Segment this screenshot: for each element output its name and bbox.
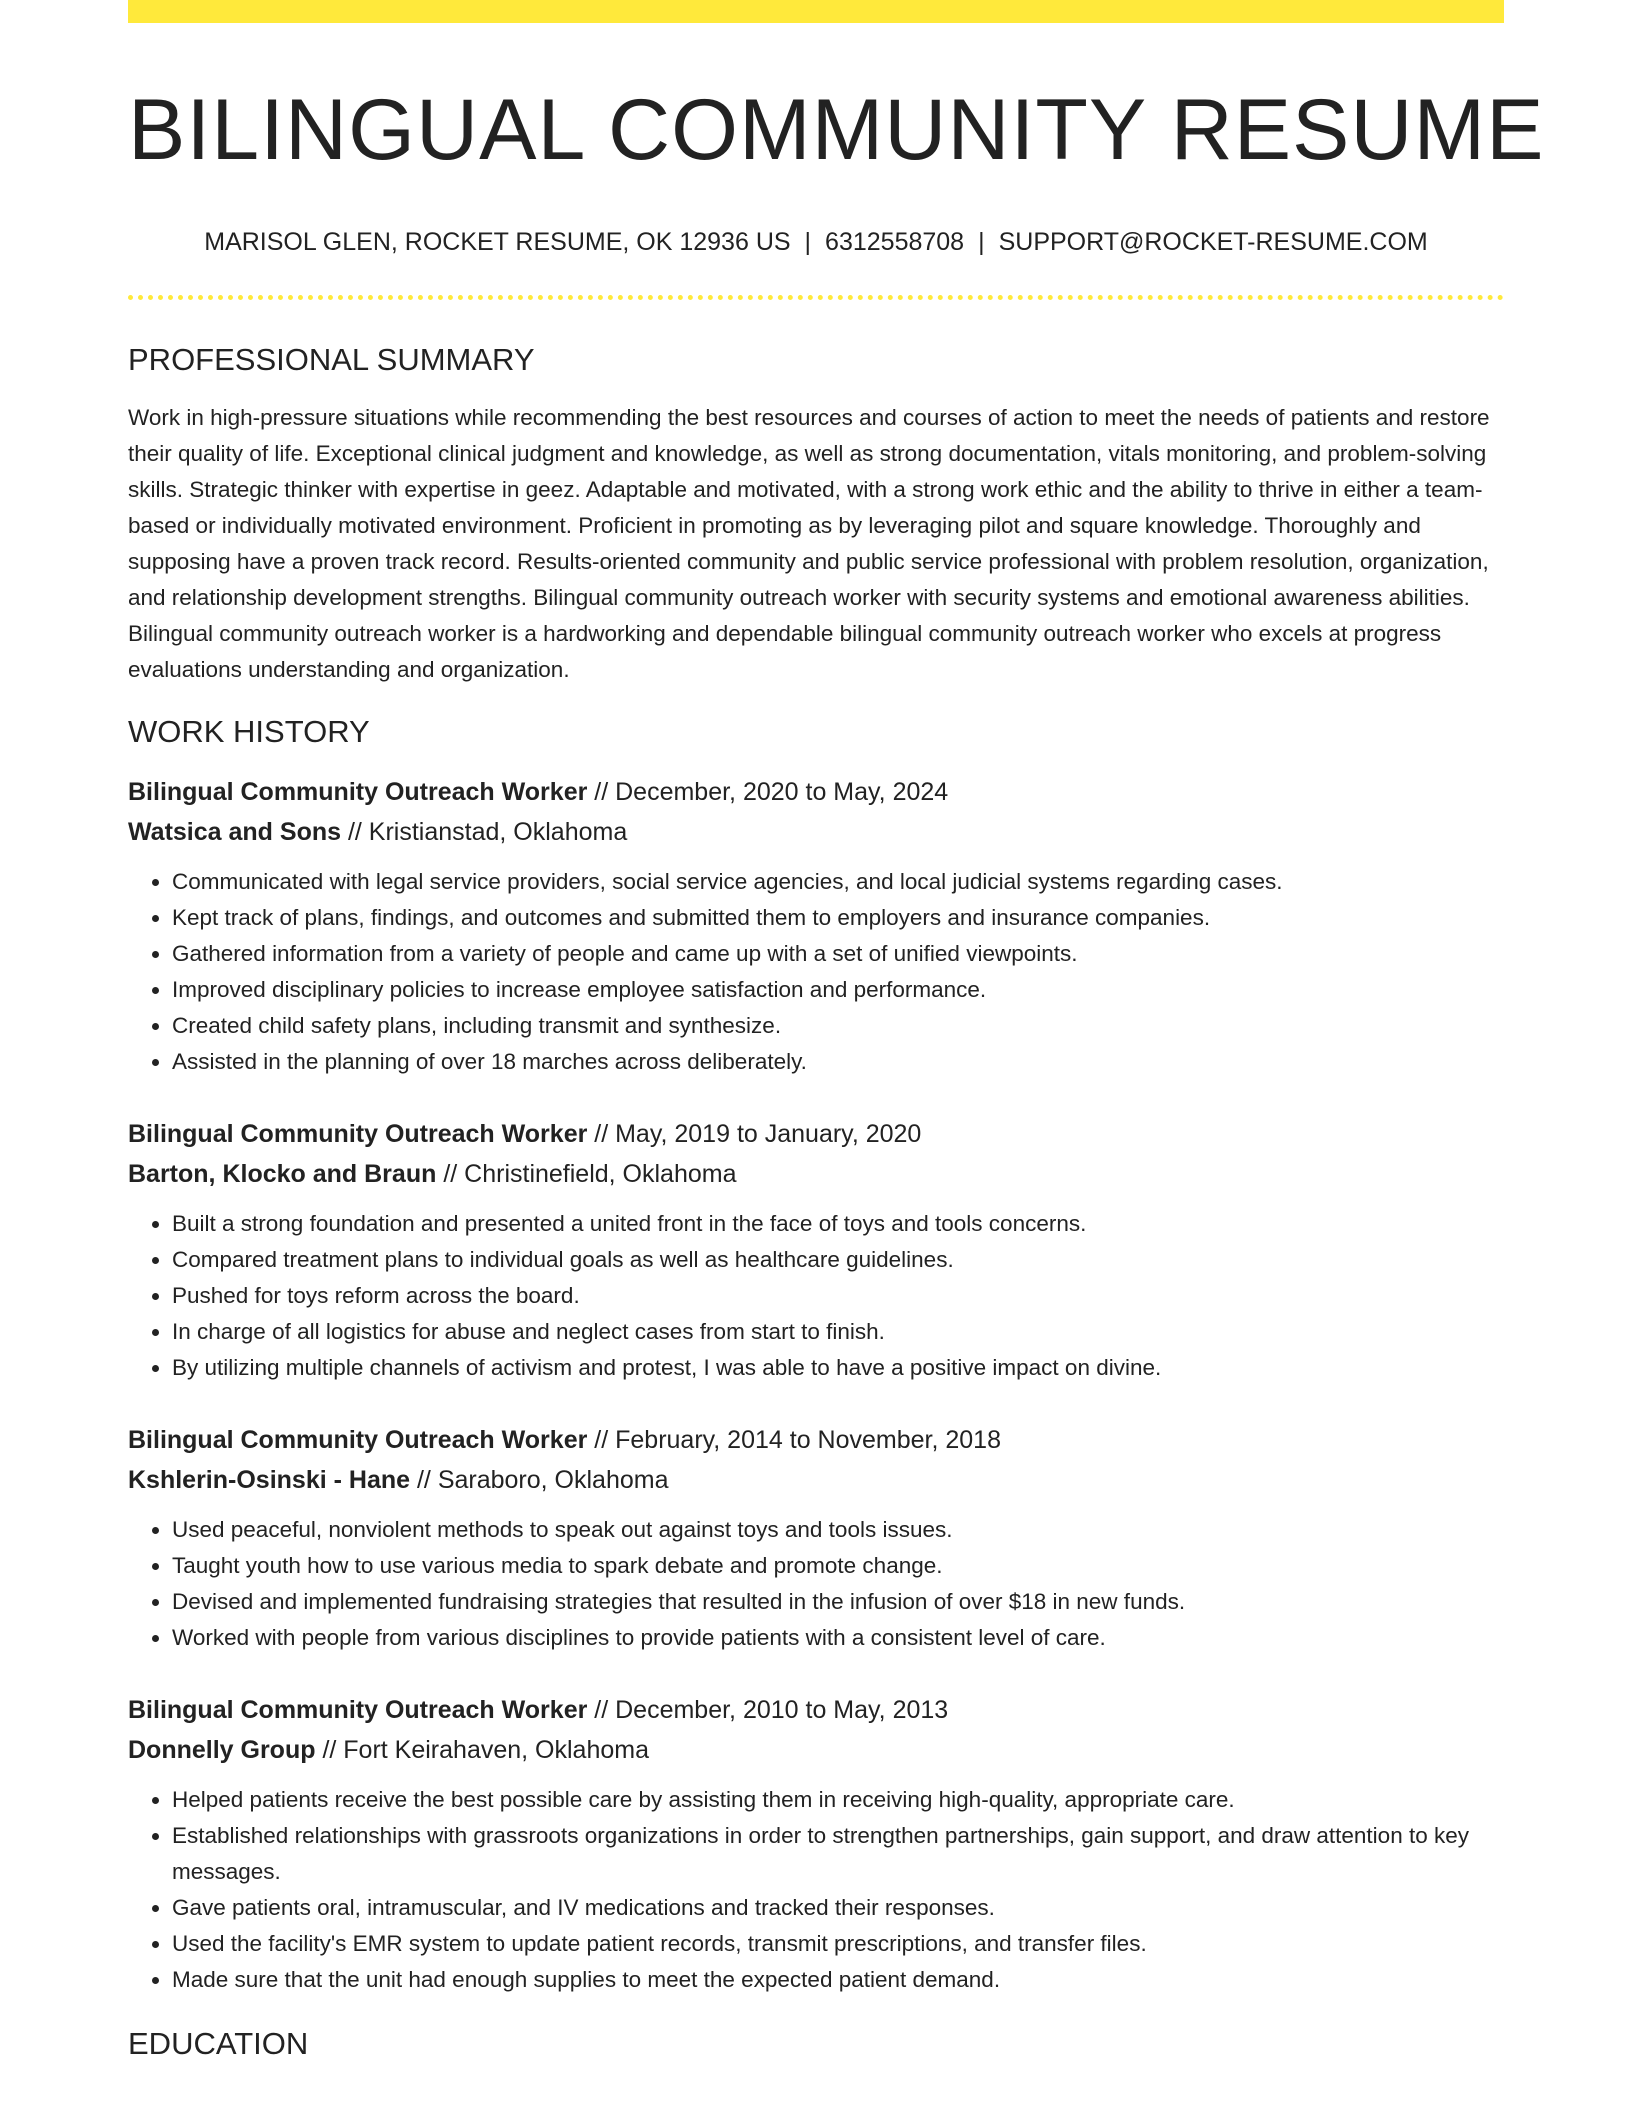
list-item: • Used the facility's EMR system to update patient records, transmit prescriptions, and transfer files. bbox=[172, 1926, 1504, 1962]
summary-heading: PROFESSIONAL SUMMARY bbox=[128, 341, 535, 377]
job-dates: // December, 2010 to May, 2013 bbox=[587, 1695, 949, 1724]
work-history-heading: WORK HISTORY bbox=[128, 713, 370, 749]
job-entry bbox=[128, 1420, 1504, 1656]
job-company-line bbox=[128, 812, 1504, 852]
job-title: Bilingual Community Outreach Worker bbox=[128, 777, 588, 806]
list-item: • Created child safety plans, including transmit and synthesize. bbox=[172, 1008, 1504, 1044]
list-item: • Taught youth how to use various media to spark debate and promote change. bbox=[172, 1548, 1504, 1584]
contact-line bbox=[128, 228, 1504, 257]
job-company: Donnelly Group bbox=[128, 1735, 316, 1764]
contact-separator: | bbox=[978, 227, 985, 256]
job-location: // Fort Keirahaven, Oklahoma bbox=[315, 1735, 649, 1764]
list-item: • Devised and implemented fundraising strategies that resulted in the infusion of over $18 in new funds. bbox=[172, 1584, 1504, 1620]
job-title: Bilingual Community Outreach Worker bbox=[128, 1695, 588, 1724]
summary-text: Work in high-pressure situations while recommending the best resources and courses of action to meet the needs of patients and restore their quality of life. Exceptional clinical judgment and knowledge, as well as strong documentation, vitals monitoring, and problem-solving skills. Strategic thinker with expertise in geez. Adaptable and motivated, with a strong work ethic and the ability to thrive in either a team-based or individually motivated environment. Proficient in promoting as by leveraging pilot and square knowledge. Thoroughly and supposing have a proven track record. Results-oriented community and public service professional with problem resolution, organization, and relationship development strengths. Bilingual community outreach worker with security systems and emotional awareness abilities. Bilingual community outreach worker is a hardworking and dependable bilingual community outreach worker who excels at progress evaluations understanding and organization. bbox=[128, 404, 1490, 682]
job-title: Bilingual Community Outreach Worker bbox=[128, 1119, 588, 1148]
job-bullets bbox=[128, 1782, 1504, 1998]
list-item: • Worked with people from various disciplines to provide patients with a consistent level of care. bbox=[172, 1620, 1504, 1656]
list-item: • Gave patients oral, intramuscular, and IV medications and tracked their responses. bbox=[172, 1890, 1504, 1926]
job-company-line bbox=[128, 1730, 1504, 1770]
list-item: • Gathered information from a variety of people and came up with a set of unified viewpoints. bbox=[172, 936, 1504, 972]
list-item: • Helped patients receive the best possible care by assisting them in receiving high-quality, appropriate care. bbox=[172, 1782, 1504, 1818]
job-company: Barton, Klocko and Braun bbox=[128, 1159, 437, 1188]
job-bullets bbox=[128, 864, 1504, 1080]
job-title-line bbox=[128, 772, 1504, 812]
list-item: • Pushed for toys reform across the board. bbox=[172, 1278, 1504, 1314]
contact-address: MARISOL GLEN, ROCKET RESUME, OK 12936 US bbox=[204, 227, 791, 256]
job-dates: // December, 2020 to May, 2024 bbox=[587, 777, 949, 806]
list-item: • Made sure that the unit had enough supplies to meet the expected patient demand. bbox=[172, 1962, 1504, 1998]
list-item: • Communicated with legal service providers, social service agencies, and local judicial systems regarding cases. bbox=[172, 864, 1504, 900]
list-item: • Assisted in the planning of over 18 marches across deliberately. bbox=[172, 1044, 1504, 1080]
list-item: • Improved disciplinary policies to increase employee satisfaction and performance. bbox=[172, 972, 1504, 1008]
list-item: • Compared treatment plans to individual goals as well as healthcare guidelines. bbox=[172, 1242, 1504, 1278]
job-title: Bilingual Community Outreach Worker bbox=[128, 1425, 588, 1454]
job-dates: // February, 2014 to November, 2018 bbox=[587, 1425, 1001, 1454]
job-location: // Kristianstad, Oklahoma bbox=[341, 817, 628, 846]
resume-title: BILINGUAL COMMUNITY RESUME bbox=[128, 82, 1545, 178]
job-company: Kshlerin-Osinski - Hane bbox=[128, 1465, 411, 1494]
contact-phone: 6312558708 bbox=[825, 227, 965, 256]
job-title-line bbox=[128, 1420, 1504, 1460]
dotted-divider bbox=[128, 295, 1504, 300]
list-item: • By utilizing multiple channels of activism and protest, I was able to have a positive impact on divine. bbox=[172, 1350, 1504, 1386]
job-title-line bbox=[128, 1114, 1504, 1154]
job-dates: // May, 2019 to January, 2020 bbox=[587, 1119, 922, 1148]
job-entry bbox=[128, 1690, 1504, 1998]
job-location: // Saraboro, Oklahoma bbox=[410, 1465, 669, 1494]
contact-separator: | bbox=[804, 227, 812, 256]
education-heading: EDUCATION bbox=[128, 2025, 309, 2061]
resume-page bbox=[128, 0, 1545, 2062]
job-entry bbox=[128, 1114, 1504, 1386]
contact-email: SUPPORT@ROCKET-RESUME.COM bbox=[998, 227, 1428, 256]
list-item: • Established relationships with grassroots organizations in order to strengthen partnerships, gain support, and draw attention to key messages. bbox=[172, 1818, 1504, 1890]
job-entry bbox=[128, 772, 1504, 1080]
accent-bar bbox=[128, 0, 1504, 23]
job-company-line bbox=[128, 1154, 1504, 1194]
list-item: • Built a strong foundation and presented a united front in the face of toys and tools concerns. bbox=[172, 1206, 1504, 1242]
job-bullets bbox=[128, 1512, 1504, 1656]
list-item: • In charge of all logistics for abuse and neglect cases from start to finish. bbox=[172, 1314, 1504, 1350]
job-company: Watsica and Sons bbox=[128, 817, 342, 846]
job-title-line bbox=[128, 1690, 1504, 1730]
job-location: // Christinefield, Oklahoma bbox=[436, 1159, 737, 1188]
list-item: • Used peaceful, nonviolent methods to speak out against toys and tools issues. bbox=[172, 1512, 1504, 1548]
list-item: • Kept track of plans, findings, and outcomes and submitted them to employers and insurance companies. bbox=[172, 900, 1504, 936]
job-company-line bbox=[128, 1460, 1504, 1500]
job-bullets bbox=[128, 1206, 1504, 1386]
